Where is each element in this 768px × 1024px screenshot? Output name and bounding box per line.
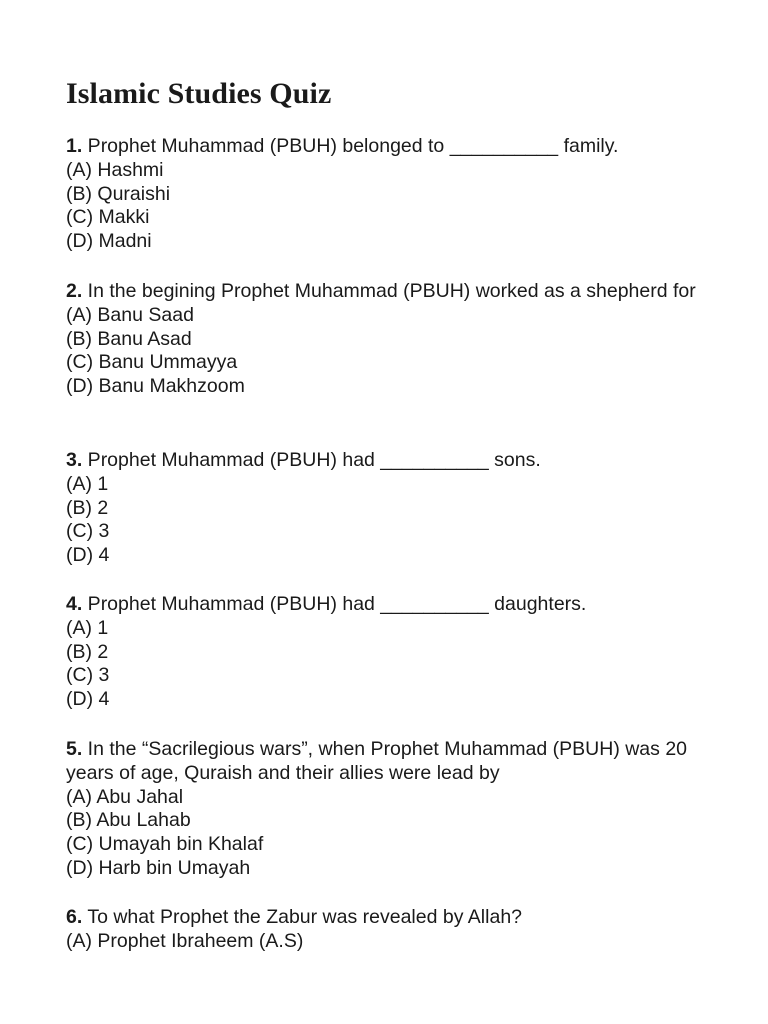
question-number: 1. [66, 135, 83, 157]
option-a: (A) 1 [66, 616, 109, 639]
question-prompt: In the “Sacrilegious wars”, when Prophet Muhammad (PBUH) was 20 years of age, Quraish and their allies were lead by [66, 738, 688, 784]
option-d: (D) Banu Makhzoom [66, 375, 245, 398]
option-a: (A) Prophet Ibraheem (A.S) [66, 929, 304, 952]
option-a: (A) Banu Saad [66, 303, 194, 326]
question-text [66, 449, 541, 473]
question-number: 2. [66, 280, 83, 302]
question-number: 6. [66, 906, 83, 928]
question-text [66, 135, 618, 159]
question-prompt: Prophet Muhammad (PBUH) had __________ daughters. [82, 593, 587, 615]
option-d: (D) Harb bin Umayah [66, 856, 251, 879]
option-b: (B) Banu Asad [66, 327, 192, 350]
question-text [66, 738, 706, 786]
option-a: (A) Abu Jahal [66, 785, 184, 808]
question-prompt: Prophet Muhammad (PBUH) belonged to __________ family. [82, 135, 619, 157]
question-1 [66, 135, 618, 254]
option-b: (B) Quraishi [66, 182, 171, 205]
question-3 [66, 449, 541, 568]
option-b: (B) 2 [66, 640, 109, 663]
question-2 [66, 280, 696, 399]
question-6 [66, 906, 522, 954]
question-number: 5. [66, 738, 83, 760]
option-a: (A) Hashmi [66, 158, 164, 181]
option-b: (B) Abu Lahab [66, 809, 191, 832]
question-5 [66, 738, 706, 881]
question-text [66, 593, 586, 617]
question-prompt: To what Prophet the Zabur was revealed by Allah? [82, 906, 523, 928]
page-title: Islamic Studies Quiz [66, 77, 332, 110]
question-prompt: In the begining Prophet Muhammad (PBUH) worked as a shepherd for [82, 280, 696, 302]
question-number: 3. [66, 449, 83, 471]
option-c: (C) 3 [66, 664, 110, 687]
option-b: (B) 2 [66, 496, 109, 519]
question-number: 4. [66, 593, 83, 615]
option-c: (C) Umayah bin Khalaf [66, 833, 264, 856]
question-prompt: Prophet Muhammad (PBUH) had __________ sons. [82, 449, 541, 471]
option-d: (D) 4 [66, 544, 110, 567]
option-c: (C) Makki [66, 206, 150, 229]
option-d: (D) 4 [66, 688, 110, 711]
question-text [66, 280, 696, 304]
option-c: (C) 3 [66, 520, 110, 543]
option-d: (D) Madni [66, 230, 152, 253]
question-4 [66, 593, 586, 712]
option-c: (C) Banu Ummayya [66, 351, 238, 374]
question-text [66, 906, 522, 930]
option-a: (A) 1 [66, 472, 109, 495]
